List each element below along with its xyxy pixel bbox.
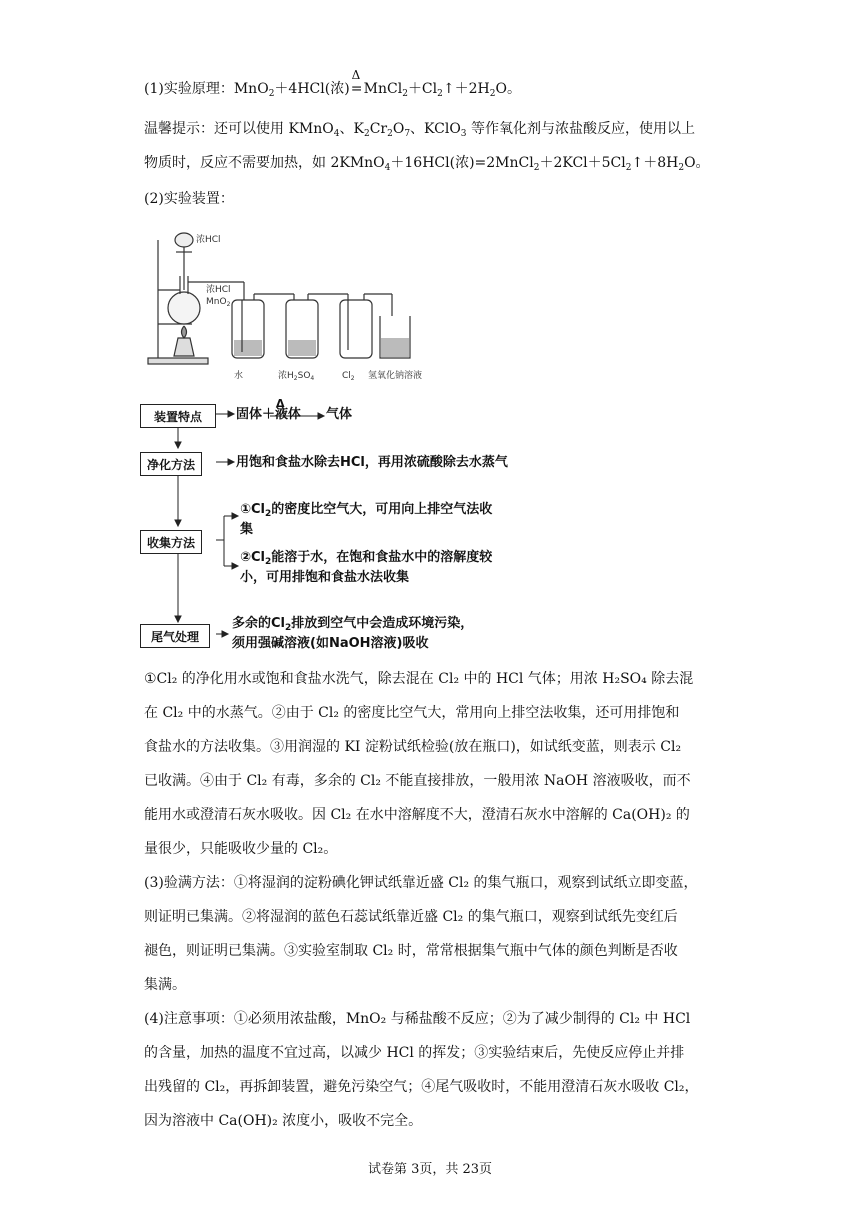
label-cl2: $Cl_2$ [342,371,355,382]
text: 小，可用排饱和食盐水法收集 [240,570,410,585]
label-conc-hcl: 浓HCl [206,285,231,295]
notes-paragraph [144,662,718,866]
text-line: 食盐水的方法收集。③用润湿的 KI 淀粉试纸检验(放在瓶口)，如试纸变蓝，则表示 Cl₂ [144,739,682,755]
text-line: 已收满。④由于 Cl₂ 有毒，多余的 Cl₂ 不能直接排放，一般用浓 NaOH 溶液吸收，而不 [144,773,691,789]
text: 气体 [326,407,353,422]
device-features-text [236,405,301,425]
equation-text: MnCl [363,81,403,97]
text: MnO [206,297,227,307]
text-line: 因为溶液中 Ca(OH)₂ 浓度小，吸收不完全。 [144,1113,423,1129]
text: 、KClO [410,121,461,137]
text-line: 的含量，加热的温度不宜过高，以减少 HCl 的挥发；③实验结束后，先使反应停止并排 [144,1045,685,1061]
text: Cr [369,121,388,137]
text-line: 褪色，则证明已集满。③实验室制取 Cl₂ 时，常常根据集气瓶中气体的颜色判断是否收 [144,943,678,959]
text: 浓H [278,371,294,381]
collection-text-2: $②Cl_2$能溶于水，在饱和食盐水中的溶解度较 小，可用排饱和食盐水法收集 [240,550,493,585]
text: ＋2KCl＋5Cl [539,155,626,171]
text: 的密度比空气大，可用向上排空气法收 [271,502,493,517]
text: O [392,121,405,137]
apparatus-diagram [144,220,444,388]
text-line: 量很少，只能吸收少量的 Cl₂。 [144,841,338,857]
section-label: (1)实验原理： [144,81,234,97]
tip-paragraph [144,112,718,180]
collection-text-1: $①Cl_2$的密度比空气大，可用向上排空气法收 集 [240,502,493,537]
text-line: (4)注意事项：①必须用浓盐酸，MnO₂ 与稀盐酸不反应；②为了减少制得的 Cl₂ 中 HCl [144,1011,691,1027]
text: 等作氧化剂与浓盐酸反应，使用以上 [466,121,695,137]
text: ①Cl [240,502,266,517]
text-line: 出残留的 Cl₂，再拆卸装置，避免污染空气；④尾气吸收时，不能用澄清石灰水吸收 Cl₂， [144,1079,699,1095]
equation-text: O。 [495,81,521,97]
label-conc-hcl-top: 浓HCl [196,235,221,245]
text: 须用强碱溶液(如NaOH溶液)吸收 [232,636,429,651]
text: ＋16HCl(浓)=2MnCl [390,155,534,171]
apparatus-heading: (2)实验装置： [144,191,234,207]
text: 多余的Cl [232,616,285,631]
text: 、K [339,121,364,137]
label-naoh: 氢氧化钠溶液 [368,371,423,381]
text-line: 集满。 [144,977,186,993]
equation-text: ＋Cl [407,81,438,97]
text: 排放到空气中会造成环境污染， [291,616,474,631]
tip-line-2: 物质时，反应不需要加热，如 2KMnO$_4$＋16HCl(浓)$=2MnCl_2+2KCl+5Cl_2↑+8H_2O$。 [144,155,710,173]
label-conc-h2so4: 浓$H_2SO_4$ [278,371,315,382]
text-line: (3)验满方法：①将湿润的淀粉碘化钾试纸靠近盛 Cl₂ 的集气瓶口，观察到试纸立即变蓝， [144,875,698,891]
box-tail-gas: 尾气处理 [140,624,210,648]
text: SO [297,371,311,381]
text-line: ①Cl₂ 的净化用水或饱和食盐水洗气，除去混在 Cl₂ 中的 HCl 气体；用浓 H₂SO₄ 除去混 [144,671,694,687]
heat-condition: Δ = [350,72,364,106]
text: Cl [342,371,351,381]
label-mno2: MnO$_2$ [206,297,231,308]
text: ↑＋8H [631,155,679,171]
text: 温馨提示：还可以使用 KMnO [144,121,334,137]
text-line: 在 Cl₂ 中的水蒸气。②由于 Cl₂ 的密度比空气大，常用向上排空法收集，还可用排饱和 [144,705,680,721]
tip-line-1: 温馨提示：还可以使用 KMnO$_4$、$K_2Cr_2O_7$、KClO$_3$ 等作氧化剂与浓盐酸反应，使用以上 [144,121,695,139]
text: 物质时，反应不需要加热，如 2KMnO [144,155,385,171]
box-collection: 收集方法 [140,530,202,554]
equation-text: ＋4HCl(浓) [274,81,350,97]
section-4 [144,1002,718,1138]
principle-line: (1)实验原理：MnO$_2$＋4HCl(浓) Δ $=MnCl_2+Cl_2↑+2H_2O$。 [144,72,718,106]
section-3 [144,866,718,1002]
label-water: 水 [234,371,244,381]
box-device-features: 装置特点 [140,404,216,428]
text: 固体＋液体 [236,407,302,422]
text: O。 [684,155,710,171]
text-line: 能用水或澄清石灰水吸收。因 Cl₂ 在水中溶解度不大，澄清石灰水中溶解的 Ca(OH)₂ 的 [144,807,690,823]
equation-text: MnO [233,81,269,97]
page-footer: 试卷第 3页，共 23页 [367,1162,493,1177]
equation-text: ↑＋2H [442,81,490,97]
text-line: 则证明已集满。②将湿润的蓝色石蕊试纸靠近盛 Cl₂ 的集气瓶口，观察到试纸先变红后 [144,909,678,925]
text: 集 [240,522,254,537]
heat-symbol: Δ [351,68,361,82]
text: ②Cl [240,550,266,565]
text: 能溶于水，在饱和食盐水中的溶解度较 [271,550,493,565]
purification-text: 用饱和食盐水除去HCl，再用浓硫酸除去水蒸气 [236,455,508,470]
heat-symbol: Δ [276,397,285,410]
tail-gas-text: 多余的$Cl_2$排放到空气中会造成环境污染， 须用强碱溶液(如NaOH溶液)吸收 [232,616,474,651]
box-purification: 净化方法 [140,452,202,476]
